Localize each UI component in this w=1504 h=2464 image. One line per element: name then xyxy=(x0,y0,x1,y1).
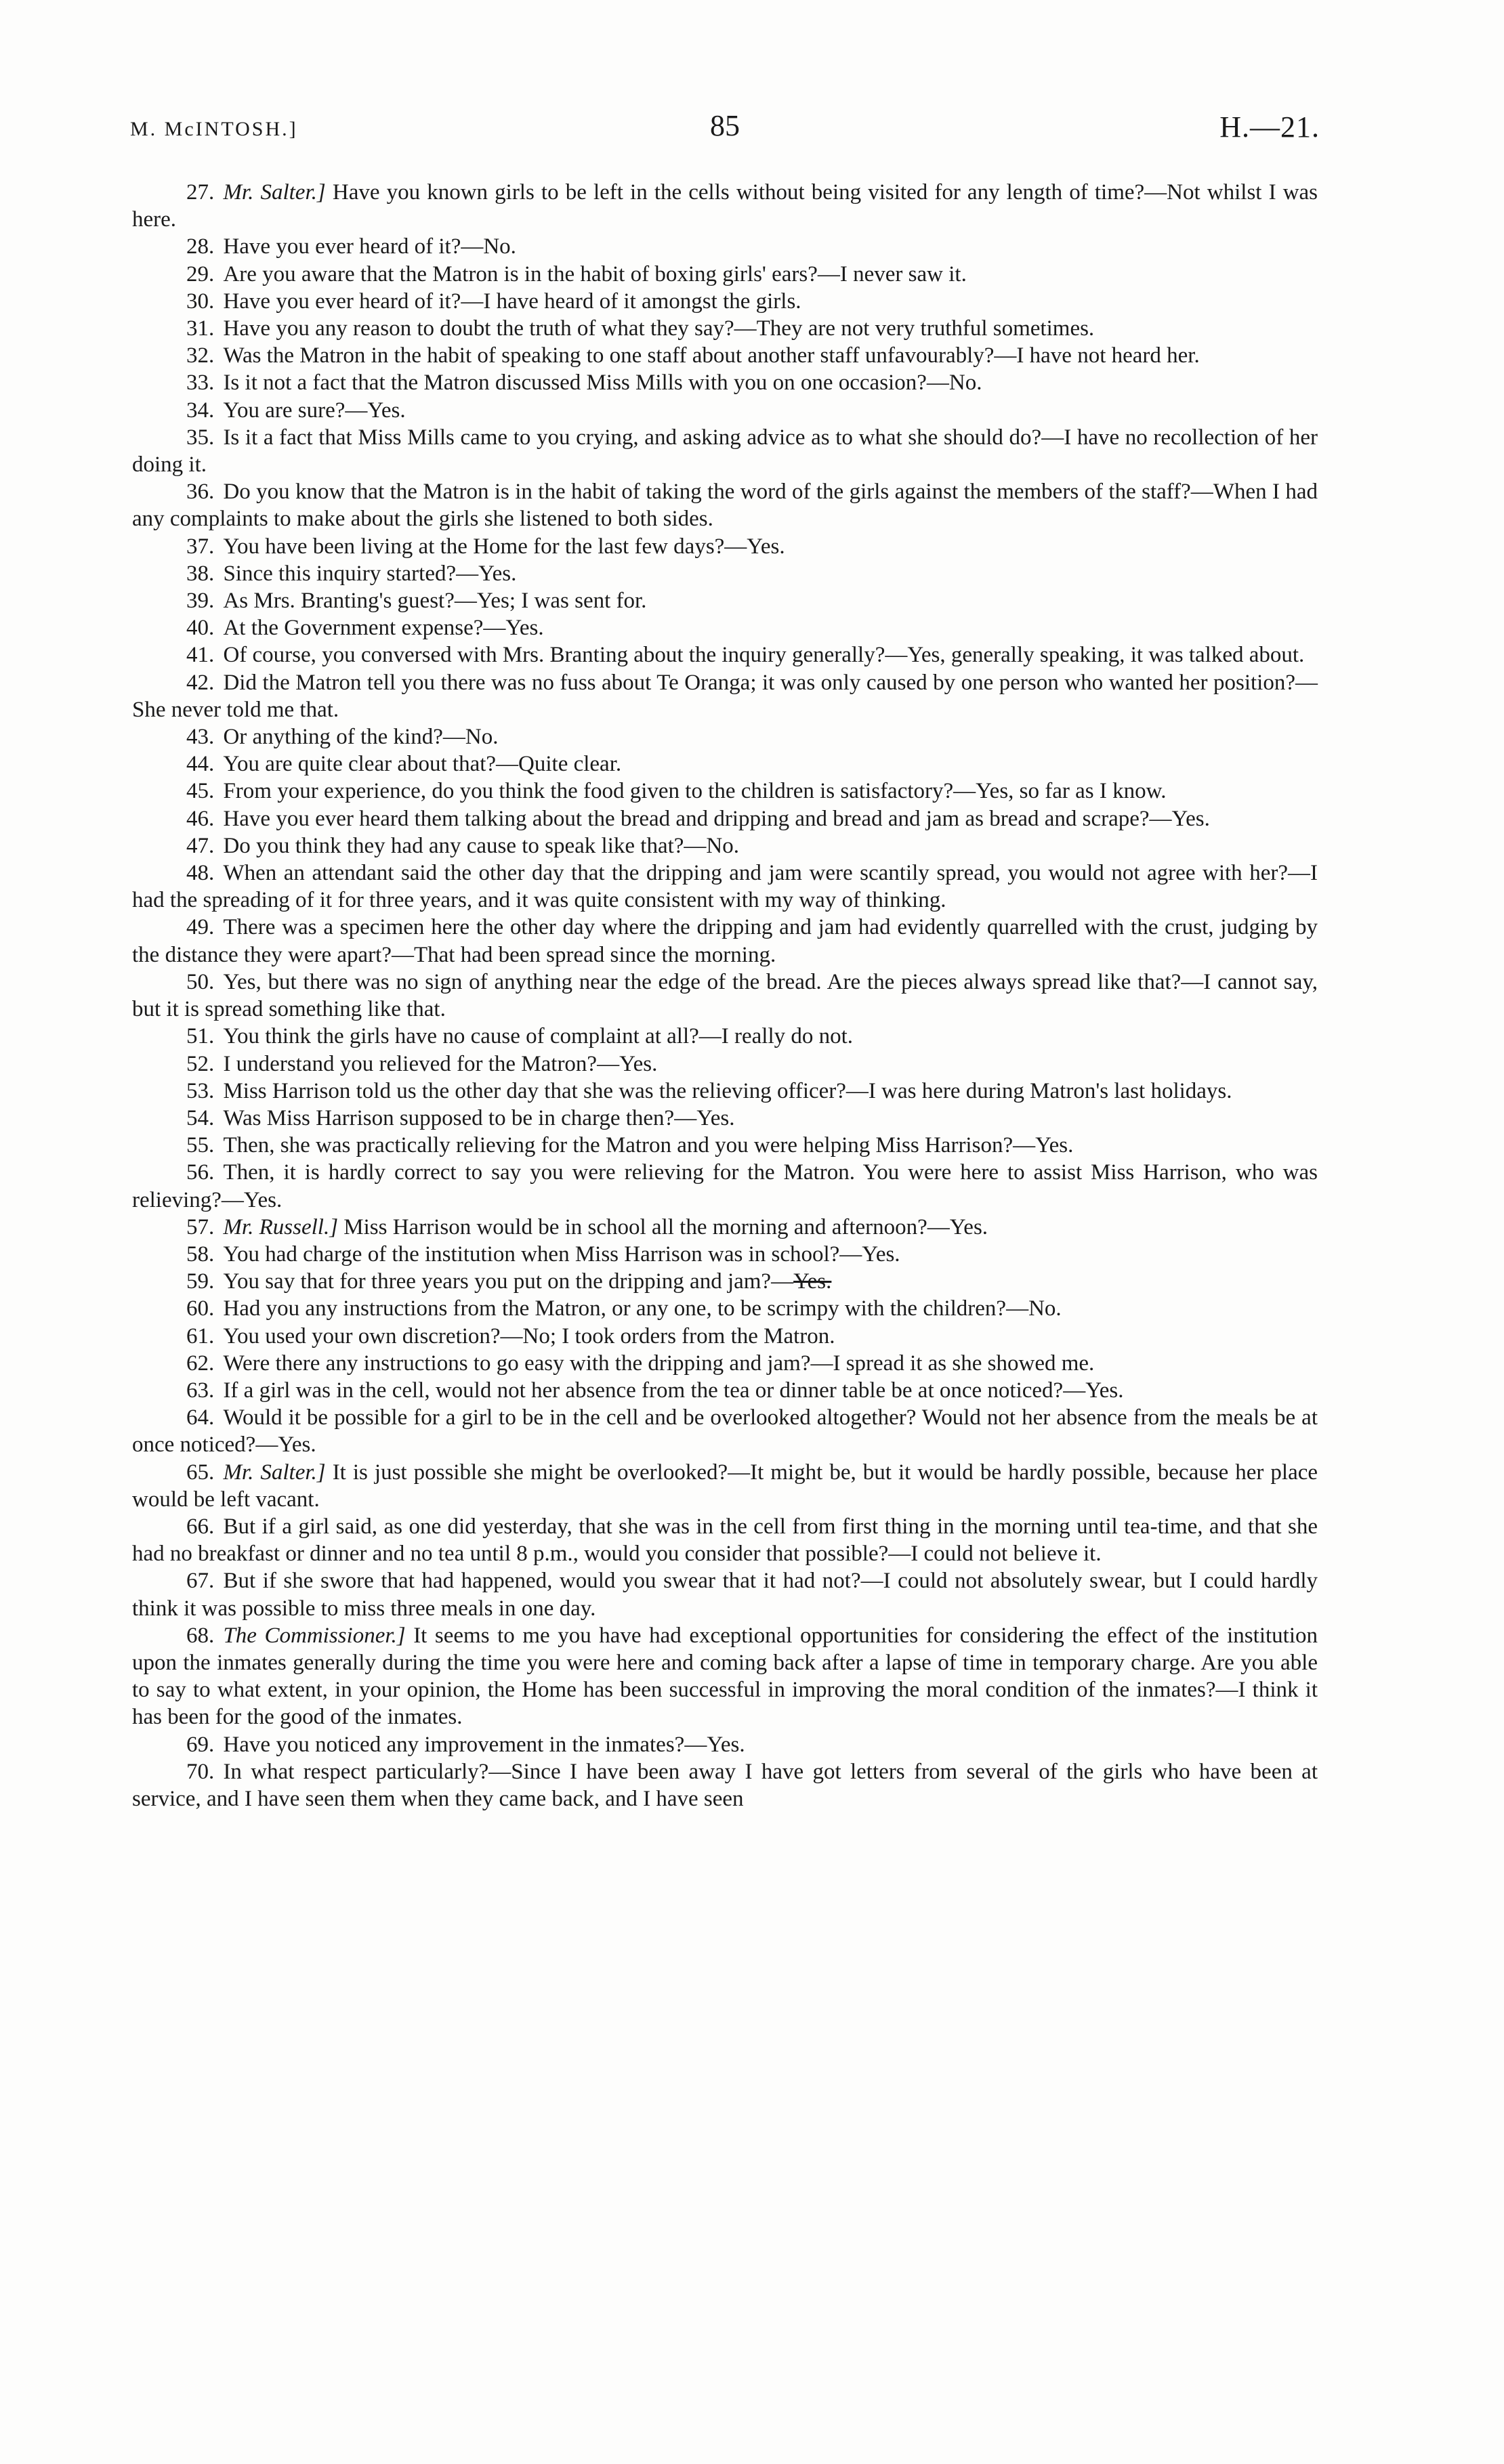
question-number: 66. xyxy=(186,1514,215,1539)
question-paragraph xyxy=(132,315,1318,342)
question-paragraph xyxy=(132,1622,1318,1731)
speaker-label: Mr. Russell.] xyxy=(223,1214,339,1239)
question-paragraph xyxy=(132,261,1318,288)
question-number: 64. xyxy=(186,1405,215,1430)
question-paragraph xyxy=(132,805,1318,832)
question-answer-text: Have you ever heard them talking about the bread and dripping and bread and jam as bread and scrape?—Yes. xyxy=(223,806,1210,831)
question-answer-text: Yes, but there was no sign of anything near the edge of the bread. Are the pieces always spread like that?—I cannot say, but it is spread something like that. xyxy=(132,969,1318,1022)
question-paragraph xyxy=(132,1323,1318,1350)
question-answer-text: Then, it is hardly correct to say you were relieving for the Matron. You were here to assist Miss Harrison, who was relieving?—Yes. xyxy=(132,1160,1318,1212)
question-paragraph xyxy=(132,1350,1318,1377)
question-number: 63. xyxy=(186,1378,215,1403)
question-paragraph xyxy=(132,288,1318,315)
question-paragraph xyxy=(132,859,1318,914)
question-answer-text: You are quite clear about that?—Quite clear. xyxy=(223,752,622,777)
speaker-label: Mr. Salter.] xyxy=(223,180,326,205)
question-number: 65. xyxy=(186,1460,215,1485)
question-answer-text: But if a girl said, as one did yesterday, that she was in the cell from first thing in the morning until tea-time, and that she had no breakfast or dinner and no tea until 8 p.m., would you consider that possible?—I could not believe it. xyxy=(132,1514,1318,1567)
question-number: 49. xyxy=(186,915,215,940)
question-number: 47. xyxy=(186,833,215,858)
question-answer-text: Was Miss Harrison supposed to be in charge then?—Yes. xyxy=(223,1105,735,1130)
question-answer-text: Are you aware that the Matron is in the habit of boxing girls' ears?—I never saw it. xyxy=(223,261,967,286)
question-answer-text: Is it not a fact that the Matron discussed Miss Mills with you on one occasion?—No. xyxy=(223,370,982,396)
question-answer-text: Have you noticed any improvement in the inmates?—Yes. xyxy=(223,1732,745,1757)
question-number: 60. xyxy=(186,1296,215,1321)
question-paragraph xyxy=(132,1513,1318,1567)
testimony-text xyxy=(132,179,1318,1812)
question-number: 61. xyxy=(186,1323,215,1348)
question-number: 34. xyxy=(186,398,215,423)
question-number: 28. xyxy=(186,234,215,259)
question-paragraph xyxy=(132,750,1318,778)
question-paragraph xyxy=(132,1214,1318,1241)
question-paragraph xyxy=(132,614,1318,641)
question-answer-text: There was a specimen here the other day where the dripping and jam had evidently quarrelled with the crust, judging by the distance they were apart?—That had been spread since the morning. xyxy=(132,915,1318,967)
question-paragraph xyxy=(132,723,1318,750)
question-answer-text: Then, she was practically relieving for the Matron and you were helping Miss Harrison?—Yes. xyxy=(223,1133,1074,1158)
question-number: 39. xyxy=(186,589,215,614)
question-answer-text: You think the girls have no cause of complaint at all?—I really do not. xyxy=(223,1024,854,1049)
question-answer-text: In what respect particularly?—Since I have been away I have got letters from several of the girls who have been at service, and I have seen them when they came back, and I have seen xyxy=(132,1759,1318,1811)
question-number: 50. xyxy=(186,969,215,994)
question-paragraph xyxy=(132,832,1318,859)
question-paragraph xyxy=(132,969,1318,1023)
question-answer-text: Were there any instructions to go easy with the dripping and jam?—I spread it as she showed me. xyxy=(223,1351,1095,1376)
question-paragraph xyxy=(132,1241,1318,1268)
question-answer-text: From your experience, do you think the food given to the children is satisfactory?—Yes, so far as I know. xyxy=(223,779,1167,804)
question-paragraph xyxy=(132,369,1318,396)
question-answer-text: I understand you relieved for the Matron?—Yes. xyxy=(223,1051,658,1076)
question-answer-text: Would it be possible for a girl to be in the cell and be overlooked altogether? Would not her absence from the meals be at once noticed?—Yes. xyxy=(132,1405,1318,1458)
question-number: 58. xyxy=(186,1241,215,1267)
question-number: 52. xyxy=(186,1051,215,1076)
question-number: 68. xyxy=(186,1623,215,1648)
question-number: 40. xyxy=(186,616,215,641)
question-paragraph xyxy=(132,1105,1318,1132)
question-number: 57. xyxy=(186,1214,215,1239)
question-number: 37. xyxy=(186,534,215,559)
question-paragraph xyxy=(132,560,1318,587)
question-answer-text: At the Government expense?—Yes. xyxy=(223,616,544,641)
question-paragraph xyxy=(132,478,1318,532)
question-number: 56. xyxy=(186,1160,215,1185)
question-number: 51. xyxy=(186,1024,215,1049)
question-answer-text: You have been living at the Home for the last few days?—Yes. xyxy=(223,534,785,559)
question-paragraph xyxy=(132,1159,1318,1213)
question-number: 29. xyxy=(186,261,215,286)
question-answer-text: Miss Harrison told us the other day that she was the relieving officer?—I was here during Matron's last holidays. xyxy=(223,1078,1232,1103)
question-answer-text: Have you known girls to be left in the cells without being visited for any length of time?—Not whilst I was here. xyxy=(132,180,1318,232)
question-paragraph xyxy=(132,1132,1318,1159)
question-paragraph xyxy=(132,1731,1318,1758)
question-answer-text: Was the Matron in the habit of speaking to one staff about another staff unfavourably?—I have not heard her. xyxy=(223,343,1200,368)
question-number: 33. xyxy=(186,370,215,396)
question-answer-text: When an attendant said the other day that the dripping and jam were scantily spread, you would not agree with her?—I had the spreading of it for three years, and it was quite consistent with my way of thinking. xyxy=(132,861,1318,913)
question-paragraph xyxy=(132,233,1318,260)
question-number: 53. xyxy=(186,1078,215,1103)
question-answer-text: You used your own discretion?—No; I took orders from the Matron. xyxy=(223,1323,835,1348)
question-number: 45. xyxy=(186,779,215,804)
question-answer-text: It seems to me you have had exceptional opportunities for considering the effect of the institution upon the inmates generally during the time you were here and coming back after a lapse of time in temporary charge. Are you able to say to what extent, in your opinion, the Home has been successful in improving the moral condition of the inmates?—I think it has been for the good of the inmates. xyxy=(132,1623,1318,1730)
question-number: 42. xyxy=(186,670,215,695)
question-paragraph xyxy=(132,397,1318,424)
question-paragraph xyxy=(132,342,1318,369)
question-number: 54. xyxy=(186,1105,215,1130)
question-paragraph xyxy=(132,1567,1318,1621)
question-paragraph xyxy=(132,179,1318,233)
question-number: 36. xyxy=(186,480,215,505)
question-paragraph xyxy=(132,1268,1318,1295)
question-paragraph xyxy=(132,1078,1318,1105)
question-paragraph xyxy=(132,1758,1318,1812)
question-paragraph xyxy=(132,1050,1318,1078)
question-paragraph xyxy=(132,1023,1318,1050)
question-number: 35. xyxy=(186,425,215,450)
question-number: 48. xyxy=(186,861,215,886)
question-answer-text: You are sure?—Yes. xyxy=(223,398,406,423)
question-number: 44. xyxy=(186,752,215,777)
page-number: 85 xyxy=(710,109,740,142)
question-answer-text: Do you think they had any cause to speak like that?—No. xyxy=(223,833,739,858)
question-answer-text: Or anything of the kind?—No. xyxy=(223,725,499,750)
question-number: 46. xyxy=(186,806,215,831)
speaker-label: Mr. Salter.] xyxy=(223,1460,326,1485)
question-answer-text: Is it a fact that Miss Mills came to you crying, and asking advice as to what she should do?—I have no recollection of her doing it. xyxy=(132,425,1318,477)
question-paragraph xyxy=(132,1459,1318,1513)
question-number: 55. xyxy=(186,1133,215,1158)
question-answer-text: Do you know that the Matron is in the habit of taking the word of the girls against the members of the staff?—When I had any complaints to make about the girls she listened to both sides. xyxy=(132,480,1318,532)
question-paragraph xyxy=(132,1404,1318,1458)
question-number: 27. xyxy=(186,180,215,205)
question-paragraph xyxy=(132,1295,1318,1322)
question-paragraph xyxy=(132,669,1318,723)
question-number: 38. xyxy=(186,561,215,586)
question-answer-text: Have you ever heard of it?—I have heard of it amongst the girls. xyxy=(223,289,801,314)
question-number: 30. xyxy=(186,289,215,314)
question-answer-text: Since this inquiry started?—Yes. xyxy=(223,561,517,586)
question-answer-text: If a girl was in the cell, would not her absence from the tea or dinner table be at once noticed?—Yes. xyxy=(223,1378,1124,1403)
question-number: 31. xyxy=(186,316,215,341)
question-number: 69. xyxy=(186,1732,215,1757)
question-answer-text: You say that for three years you put on the dripping and jam?— xyxy=(223,1269,794,1294)
question-number: 59. xyxy=(186,1269,215,1294)
speaker-label: The Commissioner.] xyxy=(223,1623,406,1648)
question-answer-text: Have you ever heard of it?—No. xyxy=(223,234,516,259)
question-answer-text: Did the Matron tell you there was no fuss about Te Oranga; it was only caused by one person who wanted her position?—She never told me that. xyxy=(132,670,1318,722)
question-answer-text: Have you any reason to doubt the truth of what they say?—They are not very truthful sometimes. xyxy=(223,316,1095,341)
question-number: 41. xyxy=(186,643,215,668)
question-paragraph xyxy=(132,641,1318,668)
question-paragraph xyxy=(132,587,1318,614)
question-answer-text: It is just possible she might be overlooked?—It might be, but it would be hardly possible, because her place would be left vacant. xyxy=(132,1460,1318,1512)
question-paragraph xyxy=(132,424,1318,478)
question-paragraph xyxy=(132,533,1318,560)
question-number: 67. xyxy=(186,1569,215,1594)
question-answer-text: But if she swore that had happened, would you swear that it had not?—I could not absolutely swear, but I could hardly think it was possible to miss three meals in one day. xyxy=(132,1569,1318,1621)
question-number: 62. xyxy=(186,1351,215,1376)
question-paragraph xyxy=(132,1377,1318,1404)
question-number: 32. xyxy=(186,343,215,368)
question-answer-text: Of course, you conversed with Mrs. Branting about the inquiry generally?—Yes, generally speaking, it was talked about. xyxy=(223,643,1305,668)
page-header xyxy=(130,108,1320,152)
question-answer-text: As Mrs. Branting's guest?—Yes; I was sent for. xyxy=(223,589,647,614)
question-paragraph xyxy=(132,778,1318,805)
question-paragraph xyxy=(132,914,1318,968)
question-number: 43. xyxy=(186,725,215,750)
question-answer-text: Had you any instructions from the Matron, or any one, to be scrimpy with the children?—No. xyxy=(223,1296,1062,1321)
struck-answer: Yes. xyxy=(793,1269,832,1294)
question-answer-text: You had charge of the institution when Miss Harrison was in school?—Yes. xyxy=(223,1241,900,1267)
witness-running-head: M. McINTOSH.] xyxy=(130,118,298,140)
paper-code: H.—21. xyxy=(1219,110,1320,144)
question-number: 70. xyxy=(186,1759,215,1784)
question-answer-text: Miss Harrison would be in school all the morning and afternoon?—Yes. xyxy=(343,1214,988,1239)
